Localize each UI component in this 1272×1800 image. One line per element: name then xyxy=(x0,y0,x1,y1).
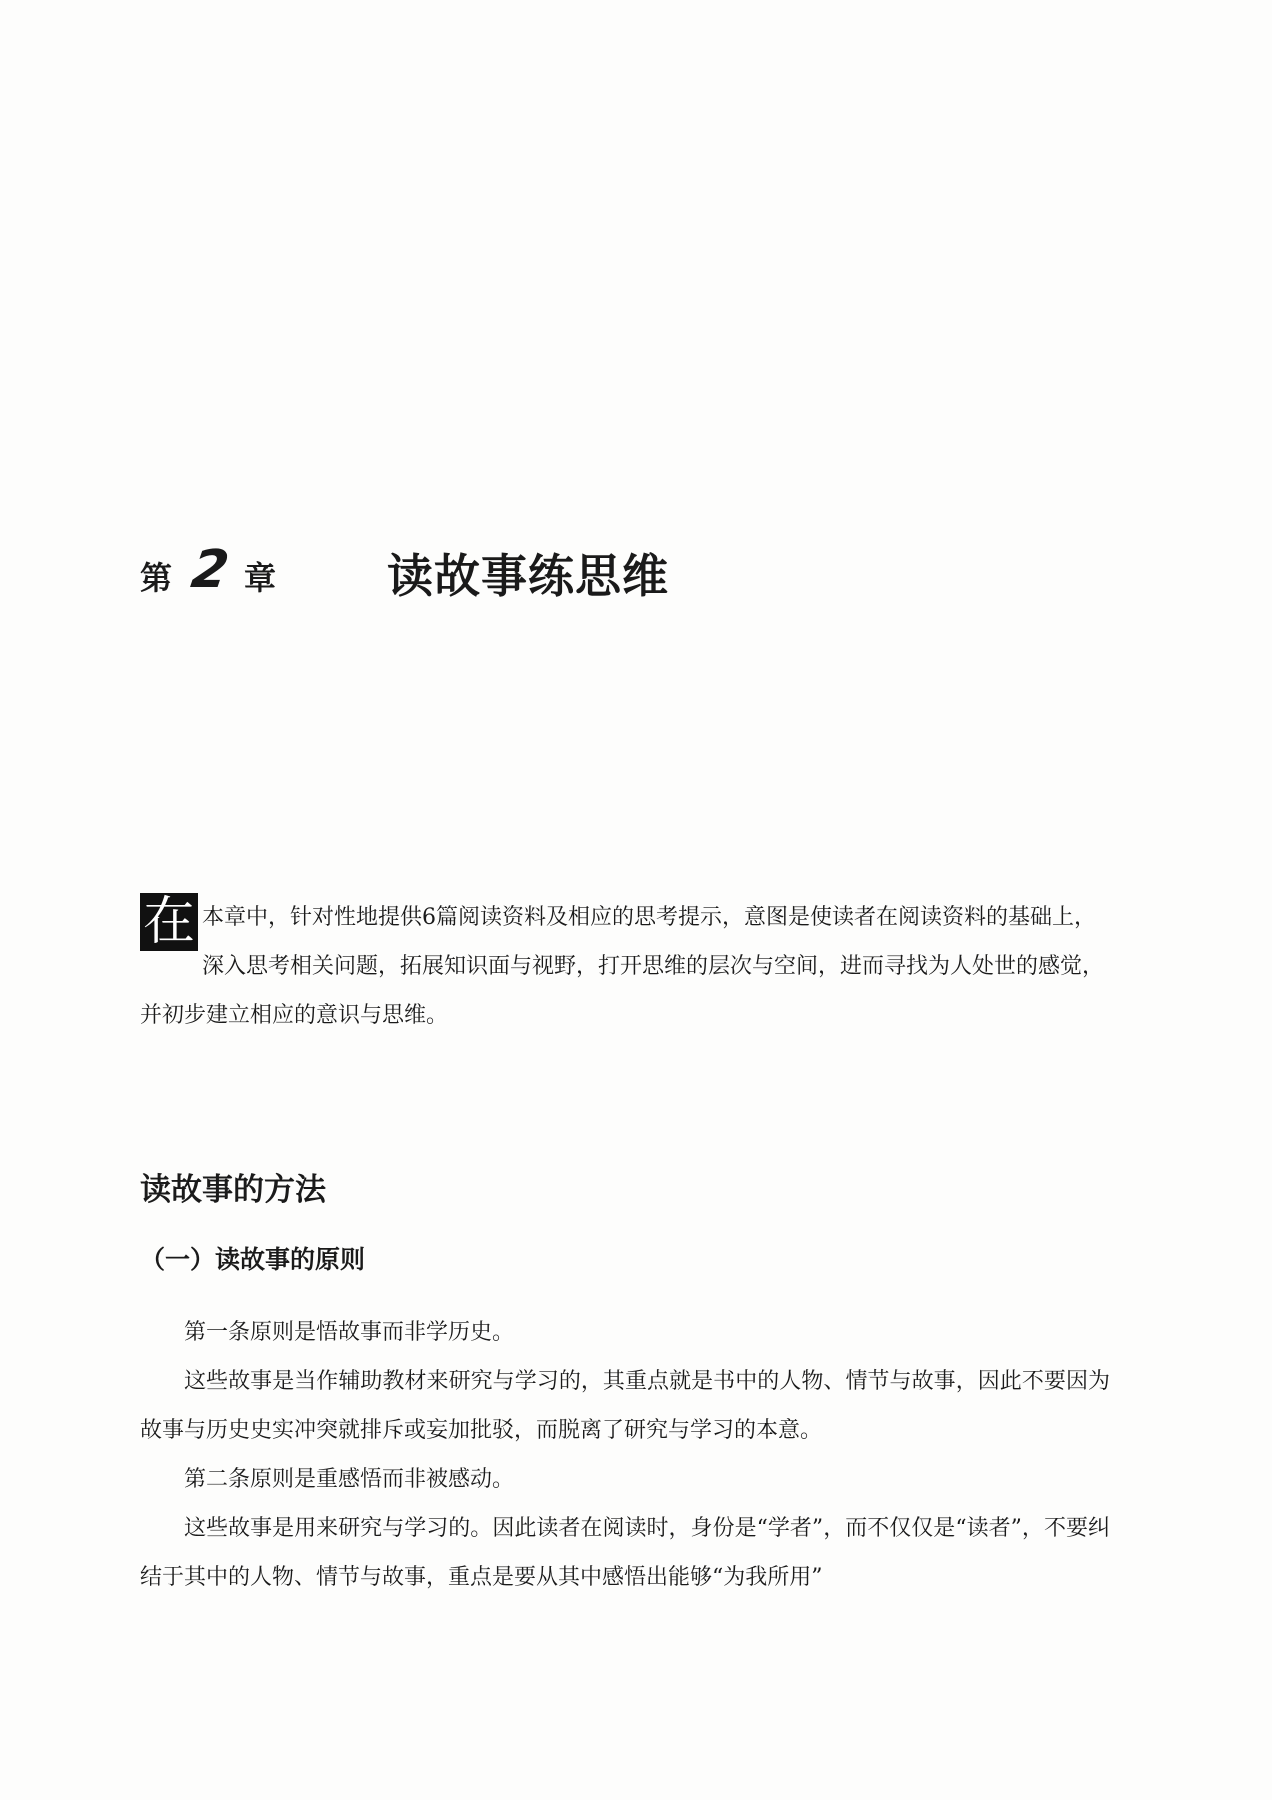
drop-cap: 在 xyxy=(140,893,198,951)
subsection-heading: （一）读故事的原则 xyxy=(140,1245,366,1274)
chapter-title: 读故事练思维 xyxy=(387,549,669,603)
body-text xyxy=(140,1308,1110,1602)
body-paragraph: 第一条原则是悟故事而非学历史。 xyxy=(184,1320,515,1345)
chapter-number: 2 xyxy=(187,540,233,600)
chapter-heading xyxy=(140,538,1140,628)
chapter-suffix: 章 xyxy=(244,559,277,597)
chapter-prefix: 第 xyxy=(140,559,173,597)
intro-paragraph xyxy=(140,893,1110,1040)
section-heading: 读故事的方法 xyxy=(140,1172,326,1208)
body-paragraph: 第二条原则是重感悟而非被感动。 xyxy=(184,1467,515,1492)
intro-text: 本章中，针对性地提供6篇阅读资料及相应的思考提示，意图是使读者在阅读资料的基础上，深入思考相关问题，拓展知识面与视野，打开思维的层次与空间，进而寻找为人处世的感觉，并初步建立相应的意识与思维。 xyxy=(140,905,1105,1028)
body-paragraph: 这些故事是当作辅助教材来研究与学习的，其重点就是书中的人物、情节与故事，因此不要因为故事与历史史实冲突就排斥或妄加批驳，而脱离了研究与学习的本意。 xyxy=(140,1369,1110,1443)
body-paragraph: 这些故事是用来研究与学习的。因此读者在阅读时，身份是“学者”，而不仅仅是“读者”，不要纠结于其中的人物、情节与故事，重点是要从其中感悟出能够“为我所用” xyxy=(140,1516,1110,1590)
